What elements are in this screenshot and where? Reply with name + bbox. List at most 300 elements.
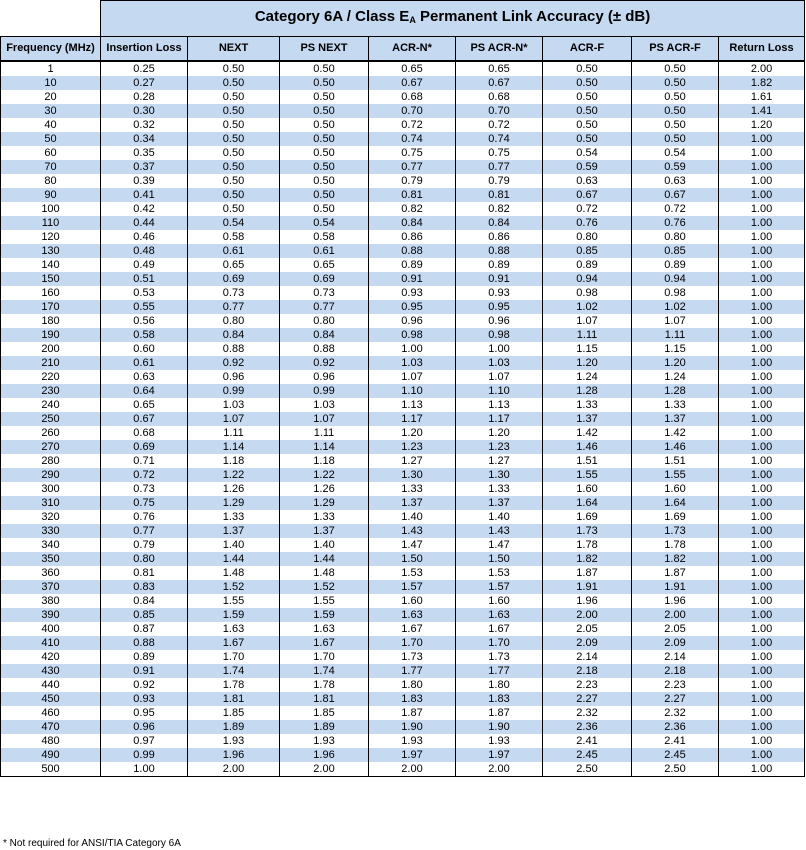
table-cell: 0.55 xyxy=(101,300,188,314)
table-cell: 0.86 xyxy=(456,230,543,244)
table-cell: 0.98 xyxy=(632,286,719,300)
table-cell: 1.67 xyxy=(280,636,369,650)
table-cell: 450 xyxy=(1,692,101,706)
table-cell: 0.96 xyxy=(188,370,280,384)
table-cell: 1.74 xyxy=(188,664,280,678)
table-row xyxy=(1,538,805,552)
table-cell: 2.00 xyxy=(543,608,632,622)
table-cell: 1.80 xyxy=(456,678,543,692)
table-cell: 0.88 xyxy=(188,342,280,356)
table-cell: 0.59 xyxy=(543,160,632,174)
table-cell: 1.70 xyxy=(280,650,369,664)
table-cell: 2.45 xyxy=(543,748,632,762)
table-cell: 0.80 xyxy=(101,552,188,566)
column-header: Frequency (MHz) xyxy=(1,37,101,62)
table-cell: 0.50 xyxy=(632,90,719,104)
table-row xyxy=(1,370,805,384)
table-cell: 0.41 xyxy=(101,188,188,202)
table-cell: 420 xyxy=(1,650,101,664)
table-cell: 0.44 xyxy=(101,216,188,230)
table-cell: 1.13 xyxy=(369,398,456,412)
table-cell: 0.50 xyxy=(188,118,280,132)
table-cell: 1.60 xyxy=(369,594,456,608)
table-cell: 490 xyxy=(1,748,101,762)
table-cell: 0.93 xyxy=(101,692,188,706)
table-cell: 1.29 xyxy=(280,496,369,510)
table-row xyxy=(1,468,805,482)
table-cell: 1.00 xyxy=(719,398,805,412)
table-cell: 0.99 xyxy=(188,384,280,398)
table-cell: 2.50 xyxy=(632,762,719,777)
table-cell: 1.53 xyxy=(456,566,543,580)
table-cell: 1.03 xyxy=(188,398,280,412)
table-cell: 0.50 xyxy=(280,61,369,76)
table-cell: 1.37 xyxy=(369,496,456,510)
column-header-row xyxy=(1,37,805,62)
table-cell: 1.64 xyxy=(543,496,632,510)
table-cell: 0.93 xyxy=(369,286,456,300)
table-cell: 290 xyxy=(1,468,101,482)
table-cell: 300 xyxy=(1,482,101,496)
table-cell: 1.73 xyxy=(632,524,719,538)
table-cell: 2.36 xyxy=(632,720,719,734)
table-cell: 1.00 xyxy=(719,510,805,524)
table-cell: 1.78 xyxy=(188,678,280,692)
table-cell: 0.50 xyxy=(280,118,369,132)
table-cell: 1.37 xyxy=(188,524,280,538)
table-cell: 120 xyxy=(1,230,101,244)
table-cell: 1.87 xyxy=(369,706,456,720)
table-cell: 1.02 xyxy=(632,300,719,314)
table-cell: 1.00 xyxy=(719,748,805,762)
table-cell: 0.54 xyxy=(632,146,719,160)
table-cell: 1.51 xyxy=(543,454,632,468)
table-cell: 1.60 xyxy=(543,482,632,496)
table-cell: 1.41 xyxy=(719,104,805,118)
column-header: ACR-F xyxy=(543,37,632,62)
table-row xyxy=(1,566,805,580)
table-cell: 0.92 xyxy=(188,356,280,370)
table-row xyxy=(1,720,805,734)
table-cell: 380 xyxy=(1,594,101,608)
table-cell: 1.42 xyxy=(632,426,719,440)
table-cell: 1.24 xyxy=(543,370,632,384)
table-row xyxy=(1,412,805,426)
table-cell: 1.00 xyxy=(369,342,456,356)
table-cell: 0.32 xyxy=(101,118,188,132)
table-cell: 1.47 xyxy=(369,538,456,552)
column-header: PS NEXT xyxy=(280,37,369,62)
table-cell: 1.22 xyxy=(280,468,369,482)
table-row xyxy=(1,160,805,174)
table-cell: 1.15 xyxy=(632,342,719,356)
table-cell: 0.46 xyxy=(101,230,188,244)
table-cell: 0.50 xyxy=(280,132,369,146)
table-cell: 1.52 xyxy=(280,580,369,594)
table-cell: 0.94 xyxy=(632,272,719,286)
table-cell: 1.97 xyxy=(369,748,456,762)
table-cell: 2.09 xyxy=(543,636,632,650)
table-cell: 70 xyxy=(1,160,101,174)
table-cell: 200 xyxy=(1,342,101,356)
table-cell: 0.73 xyxy=(280,286,369,300)
table-cell: 0.79 xyxy=(369,174,456,188)
table-title xyxy=(101,1,805,37)
table-cell: 1.70 xyxy=(188,650,280,664)
table-cell: 1.60 xyxy=(632,482,719,496)
table-row xyxy=(1,230,805,244)
table-cell: 1.00 xyxy=(719,328,805,342)
table-cell: 410 xyxy=(1,636,101,650)
table-cell: 0.42 xyxy=(101,202,188,216)
table-cell: 1.14 xyxy=(280,440,369,454)
table-cell: 130 xyxy=(1,244,101,258)
table-cell: 1.00 xyxy=(719,146,805,160)
table-cell: 0.96 xyxy=(101,720,188,734)
table-title-main: Category 6A / Class E xyxy=(254,8,410,25)
table-cell: 2.14 xyxy=(632,650,719,664)
table-cell: 1.10 xyxy=(456,384,543,398)
table-cell: 0.81 xyxy=(369,188,456,202)
table-cell: 1.20 xyxy=(632,356,719,370)
table-cell: 100 xyxy=(1,202,101,216)
table-cell: 1.29 xyxy=(188,496,280,510)
table-cell: 60 xyxy=(1,146,101,160)
table-cell: 1.00 xyxy=(719,314,805,328)
table-row xyxy=(1,580,805,594)
table-cell: 0.96 xyxy=(369,314,456,328)
table-cell: 0.50 xyxy=(188,174,280,188)
table-cell: 470 xyxy=(1,720,101,734)
table-cell: 0.75 xyxy=(369,146,456,160)
table-cell: 1.27 xyxy=(369,454,456,468)
table-cell: 0.79 xyxy=(101,538,188,552)
table-cell: 0.69 xyxy=(280,272,369,286)
column-header: Insertion Loss xyxy=(101,37,188,62)
table-cell: 1.63 xyxy=(369,608,456,622)
table-cell: 0.50 xyxy=(188,188,280,202)
table-cell: 1.00 xyxy=(719,244,805,258)
table-cell: 1.13 xyxy=(456,398,543,412)
table-cell: 1.80 xyxy=(369,678,456,692)
table-cell: 1.96 xyxy=(280,748,369,762)
table-cell: 0.77 xyxy=(188,300,280,314)
table-cell: 50 xyxy=(1,132,101,146)
table-cell: 0.50 xyxy=(188,160,280,174)
table-cell: 1.03 xyxy=(369,356,456,370)
table-cell: 1.89 xyxy=(188,720,280,734)
table-cell: 1.00 xyxy=(719,762,805,777)
table-cell: 2.41 xyxy=(632,734,719,748)
table-cell: 0.50 xyxy=(543,61,632,76)
table-cell: 1.00 xyxy=(719,258,805,272)
table-cell: 0.65 xyxy=(188,258,280,272)
table-cell: 40 xyxy=(1,118,101,132)
table-cell: 0.50 xyxy=(632,104,719,118)
table-cell: 0.73 xyxy=(188,286,280,300)
table-cell: 0.99 xyxy=(101,748,188,762)
table-cell: 1.07 xyxy=(280,412,369,426)
table-cell: 1.37 xyxy=(632,412,719,426)
table-cell: 1.00 xyxy=(719,524,805,538)
table-cell: 0.88 xyxy=(369,244,456,258)
table-cell: 1.42 xyxy=(543,426,632,440)
table-cell: 0.79 xyxy=(456,174,543,188)
table-cell: 0.58 xyxy=(280,230,369,244)
table-cell: 1.97 xyxy=(456,748,543,762)
table-cell: 1.40 xyxy=(456,510,543,524)
table-cell: 1.00 xyxy=(719,202,805,216)
table-cell: 0.95 xyxy=(369,300,456,314)
table-cell: 0.25 xyxy=(101,61,188,76)
table-cell: 1.93 xyxy=(369,734,456,748)
table-row xyxy=(1,314,805,328)
table-cell: 140 xyxy=(1,258,101,272)
table-cell: 260 xyxy=(1,426,101,440)
table-row xyxy=(1,286,805,300)
table-cell: 0.67 xyxy=(456,76,543,90)
column-header: PS ACR-F xyxy=(632,37,719,62)
table-row xyxy=(1,90,805,104)
table-cell: 0.51 xyxy=(101,272,188,286)
table-cell: 0.50 xyxy=(280,160,369,174)
table-cell: 0.63 xyxy=(543,174,632,188)
table-cell: 0.49 xyxy=(101,258,188,272)
table-cell: 2.32 xyxy=(632,706,719,720)
table-cell: 0.60 xyxy=(101,342,188,356)
table-cell: 0.80 xyxy=(188,314,280,328)
table-cell: 1.00 xyxy=(719,384,805,398)
table-cell: 0.94 xyxy=(543,272,632,286)
table-cell: 1.44 xyxy=(188,552,280,566)
table-row xyxy=(1,244,805,258)
table-cell: 0.88 xyxy=(456,244,543,258)
table-cell: 0.69 xyxy=(188,272,280,286)
table-cell: 0.50 xyxy=(188,90,280,104)
table-cell: 1.82 xyxy=(632,552,719,566)
table-cell: 0.67 xyxy=(369,76,456,90)
table-cell: 1.30 xyxy=(456,468,543,482)
table-cell: 500 xyxy=(1,762,101,777)
table-cell: 0.65 xyxy=(101,398,188,412)
table-cell: 0.56 xyxy=(101,314,188,328)
table-cell: 1.77 xyxy=(369,664,456,678)
table-cell: 0.50 xyxy=(280,76,369,90)
table-cell: 1.07 xyxy=(456,370,543,384)
table-cell: 0.58 xyxy=(101,328,188,342)
table-cell: 210 xyxy=(1,356,101,370)
table-cell: 2.27 xyxy=(543,692,632,706)
table-cell: 0.68 xyxy=(369,90,456,104)
table-cell: 1.44 xyxy=(280,552,369,566)
table-cell: 0.72 xyxy=(543,202,632,216)
table-cell: 0.81 xyxy=(101,566,188,580)
table-cell: 390 xyxy=(1,608,101,622)
table-cell: 1.67 xyxy=(456,622,543,636)
table-row xyxy=(1,664,805,678)
table-cell: 2.00 xyxy=(280,762,369,777)
table-cell: 1.33 xyxy=(369,482,456,496)
table-cell: 0.30 xyxy=(101,104,188,118)
table-cell: 0.63 xyxy=(101,370,188,384)
table-cell: 1.90 xyxy=(369,720,456,734)
table-cell: 1.00 xyxy=(719,482,805,496)
table-cell: 1.50 xyxy=(369,552,456,566)
table-cell: 2.05 xyxy=(632,622,719,636)
table-cell: 0.80 xyxy=(543,230,632,244)
table-cell: 2.50 xyxy=(543,762,632,777)
table-cell: 0.63 xyxy=(632,174,719,188)
table-cell: 1.52 xyxy=(188,580,280,594)
table-cell: 0.34 xyxy=(101,132,188,146)
table-cell: 0.65 xyxy=(369,61,456,76)
table-cell: 1.40 xyxy=(188,538,280,552)
table-cell: 0.80 xyxy=(280,314,369,328)
table-cell: 1.81 xyxy=(280,692,369,706)
table-cell: 1.26 xyxy=(188,482,280,496)
table-cell: 0.61 xyxy=(188,244,280,258)
table-row xyxy=(1,258,805,272)
table-cell: 1.00 xyxy=(456,342,543,356)
table-cell: 1.07 xyxy=(632,314,719,328)
table-cell: 0.69 xyxy=(101,440,188,454)
table-cell: 1.00 xyxy=(719,342,805,356)
table-row xyxy=(1,146,805,160)
table-cell: 0.73 xyxy=(101,482,188,496)
table-cell: 1.07 xyxy=(369,370,456,384)
table-cell: 1.18 xyxy=(280,454,369,468)
corner-blank xyxy=(1,1,101,37)
table-cell: 2.00 xyxy=(632,608,719,622)
table-cell: 0.88 xyxy=(280,342,369,356)
table-cell: 0.67 xyxy=(101,412,188,426)
table-cell: 0.84 xyxy=(101,594,188,608)
table-cell: 0.95 xyxy=(456,300,543,314)
table-cell: 0.65 xyxy=(280,258,369,272)
table-cell: 320 xyxy=(1,510,101,524)
table-cell: 0.85 xyxy=(543,244,632,258)
table-cell: 0.64 xyxy=(101,384,188,398)
table-cell: 1.73 xyxy=(369,650,456,664)
table-cell: 0.77 xyxy=(369,160,456,174)
table-cell: 1.33 xyxy=(543,398,632,412)
table-cell: 0.81 xyxy=(456,188,543,202)
table-cell: 1.67 xyxy=(188,636,280,650)
table-cell: 1.20 xyxy=(369,426,456,440)
table-cell: 0.48 xyxy=(101,244,188,258)
table-row xyxy=(1,510,805,524)
table-cell: 110 xyxy=(1,216,101,230)
table-cell: 0.27 xyxy=(101,76,188,90)
table-cell: 2.23 xyxy=(632,678,719,692)
table-cell: 1.00 xyxy=(719,356,805,370)
table-row xyxy=(1,748,805,762)
table-cell: 1.78 xyxy=(632,538,719,552)
table-cell: 1.63 xyxy=(456,608,543,622)
table-cell: 1.40 xyxy=(280,538,369,552)
table-row xyxy=(1,398,805,412)
table-cell: 1.51 xyxy=(632,454,719,468)
table-row xyxy=(1,132,805,146)
table-cell: 1.10 xyxy=(369,384,456,398)
table-cell: 1.00 xyxy=(719,496,805,510)
table-cell: 1.11 xyxy=(280,426,369,440)
table-cell: 0.50 xyxy=(280,146,369,160)
table-cell: 0.50 xyxy=(188,202,280,216)
table-row xyxy=(1,552,805,566)
table-cell: 0.50 xyxy=(632,76,719,90)
table-cell: 1.20 xyxy=(456,426,543,440)
table-cell: 0.65 xyxy=(456,61,543,76)
table-row xyxy=(1,454,805,468)
table-cell: 1.69 xyxy=(543,510,632,524)
table-cell: 1.00 xyxy=(719,636,805,650)
table-cell: 1.61 xyxy=(719,90,805,104)
table-cell: 0.50 xyxy=(543,104,632,118)
table-cell: 2.09 xyxy=(632,636,719,650)
table-cell: 1.83 xyxy=(456,692,543,706)
table-cell: 0.53 xyxy=(101,286,188,300)
table-cell: 0.76 xyxy=(632,216,719,230)
table-cell: 1.96 xyxy=(543,594,632,608)
table-cell: 1.55 xyxy=(632,468,719,482)
table-cell: 1.23 xyxy=(369,440,456,454)
table-cell: 2.14 xyxy=(543,650,632,664)
table-cell: 1.91 xyxy=(543,580,632,594)
table-cell: 1.11 xyxy=(543,328,632,342)
table-cell: 0.70 xyxy=(456,104,543,118)
table-cell: 0.67 xyxy=(543,188,632,202)
table-cell: 1.93 xyxy=(280,734,369,748)
table-cell: 1.00 xyxy=(719,300,805,314)
table-cell: 0.88 xyxy=(101,636,188,650)
table-cell: 0.89 xyxy=(543,258,632,272)
table-cell: 0.71 xyxy=(101,454,188,468)
table-cell: 0.37 xyxy=(101,160,188,174)
footnote: * Not required for ANSI/TIA Category 6A xyxy=(3,838,181,849)
table-cell: 0.96 xyxy=(456,314,543,328)
table-cell: 1.59 xyxy=(280,608,369,622)
table-cell: 0.50 xyxy=(188,132,280,146)
table-cell: 30 xyxy=(1,104,101,118)
table-cell: 0.77 xyxy=(456,160,543,174)
table-cell: 0.70 xyxy=(369,104,456,118)
table-row xyxy=(1,524,805,538)
table-cell: 1.96 xyxy=(188,748,280,762)
table-cell: 0.74 xyxy=(369,132,456,146)
table-cell: 1.00 xyxy=(719,650,805,664)
table-cell: 1.57 xyxy=(369,580,456,594)
table-cell: 1.57 xyxy=(456,580,543,594)
table-cell: 0.50 xyxy=(543,132,632,146)
table-cell: 1.93 xyxy=(456,734,543,748)
table-cell: 1.07 xyxy=(543,314,632,328)
table-row xyxy=(1,426,805,440)
table-cell: 1.33 xyxy=(188,510,280,524)
table-cell: 0.82 xyxy=(456,202,543,216)
table-cell: 1.00 xyxy=(101,762,188,777)
table-cell: 1.67 xyxy=(369,622,456,636)
table-cell: 1.00 xyxy=(719,230,805,244)
table-cell: 270 xyxy=(1,440,101,454)
table-cell: 1.24 xyxy=(632,370,719,384)
table-row xyxy=(1,188,805,202)
table-cell: 1.50 xyxy=(456,552,543,566)
table-cell: 0.50 xyxy=(280,174,369,188)
table-cell: 0.75 xyxy=(101,496,188,510)
table-row xyxy=(1,636,805,650)
table-row xyxy=(1,328,805,342)
